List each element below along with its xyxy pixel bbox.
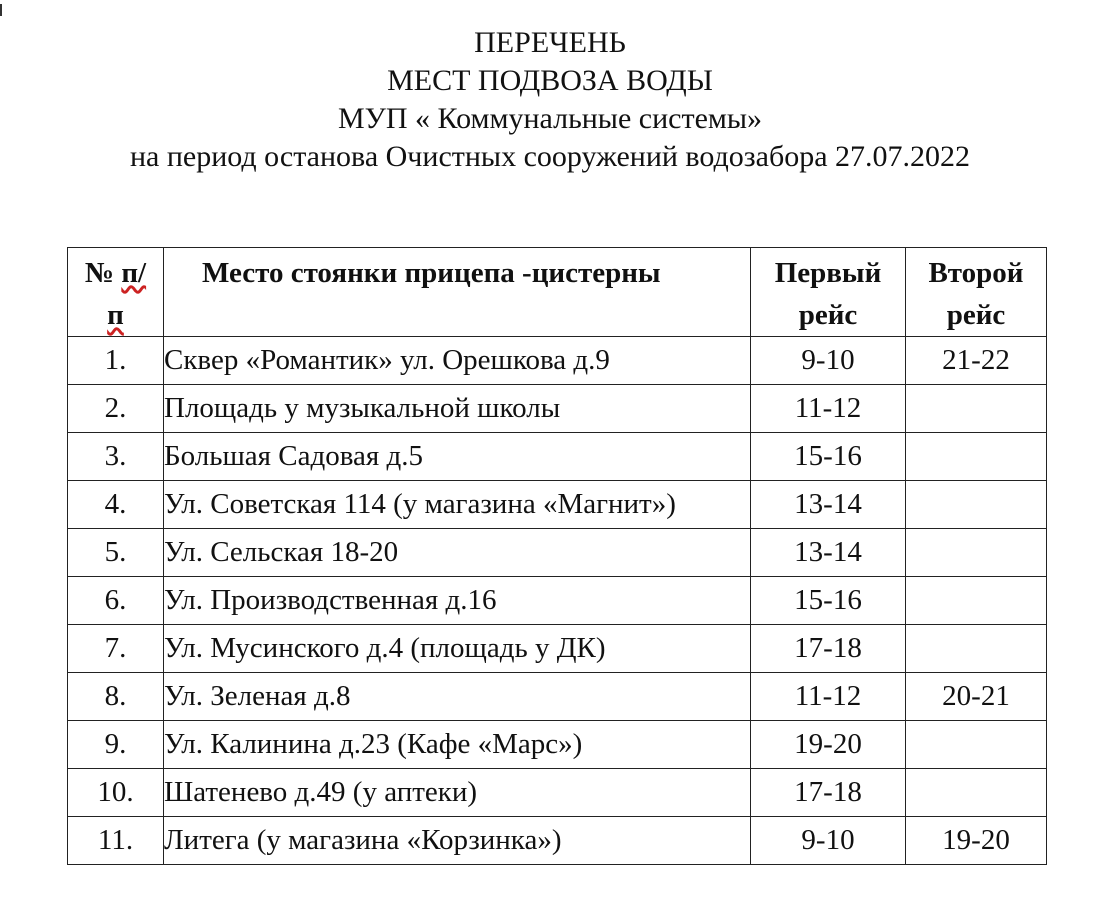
row-number: 4. — [68, 481, 164, 529]
table-row — [68, 577, 1047, 625]
row-second-trip: 20-21 — [906, 673, 1047, 721]
row-number: 2. — [68, 385, 164, 433]
table-row — [68, 481, 1047, 529]
row-first-trip: 11-12 — [751, 673, 906, 721]
row-second-trip — [906, 433, 1047, 481]
row-place: Большая Садовая д.5 — [164, 433, 751, 481]
row-first-trip: 15-16 — [751, 433, 906, 481]
row-second-trip — [906, 721, 1047, 769]
table-row — [68, 769, 1047, 817]
row-second-trip — [906, 577, 1047, 625]
row-first-trip: 19-20 — [751, 721, 906, 769]
table-row — [68, 529, 1047, 577]
row-first-trip: 9-10 — [751, 337, 906, 385]
row-second-trip: 21-22 — [906, 337, 1047, 385]
document-title — [0, 24, 1100, 176]
water-points-table — [67, 247, 1047, 865]
table-row — [68, 385, 1047, 433]
row-place: Литега (у магазина «Корзинка») — [164, 817, 751, 865]
corner-mark — [0, 4, 2, 16]
row-number: 9. — [68, 721, 164, 769]
row-place: Ул. Зеленая д.8 — [164, 673, 751, 721]
row-place: Ул. Производственная д.16 — [164, 577, 751, 625]
row-first-trip: 13-14 — [751, 481, 906, 529]
header-num-symbol: № — [84, 257, 122, 289]
row-place: Шатенево д.49 (у аптеки) — [164, 769, 751, 817]
row-second-trip — [906, 529, 1047, 577]
row-number: 8. — [68, 673, 164, 721]
row-place: Площадь у музыкальной школы — [164, 385, 751, 433]
row-number: 6. — [68, 577, 164, 625]
title-line-4: на период останова Очистных сооружений водозабора 27.07.2022 — [129, 140, 971, 173]
table-body — [68, 337, 1047, 865]
header-place: Место стоянки прицепа -цистерны — [164, 248, 751, 337]
title-line-2: МЕСТ ПОДВОЗА ВОДЫ — [387, 64, 713, 97]
row-first-trip: 9-10 — [751, 817, 906, 865]
table-header-row — [68, 248, 1047, 337]
title-line-3: МУП « Коммунальные системы» — [337, 102, 763, 135]
row-number: 10. — [68, 769, 164, 817]
row-place: Ул. Сельская 18-20 — [164, 529, 751, 577]
header-num — [68, 248, 164, 337]
row-first-trip: 17-18 — [751, 769, 906, 817]
row-number: 1. — [68, 337, 164, 385]
row-number: 3. — [68, 433, 164, 481]
table-row — [68, 337, 1047, 385]
row-second-trip: 19-20 — [906, 817, 1047, 865]
row-first-trip: 13-14 — [751, 529, 906, 577]
row-first-trip: 11-12 — [751, 385, 906, 433]
row-second-trip — [906, 769, 1047, 817]
header-num-sub: п — [107, 299, 124, 331]
row-first-trip: 15-16 — [751, 577, 906, 625]
row-second-trip — [906, 625, 1047, 673]
row-second-trip — [906, 385, 1047, 433]
row-number: 11. — [68, 817, 164, 865]
row-place: Ул. Калинина д.23 (Кафе «Марс») — [164, 721, 751, 769]
row-number: 5. — [68, 529, 164, 577]
header-second-trip: Второй рейс — [906, 248, 1047, 337]
row-place: Ул. Мусинского д.4 (площадь у ДК) — [164, 625, 751, 673]
row-number: 7. — [68, 625, 164, 673]
row-second-trip — [906, 481, 1047, 529]
table-row — [68, 817, 1047, 865]
table-row — [68, 433, 1047, 481]
title-line-1: ПЕРЕЧЕНЬ — [474, 26, 626, 59]
table-row — [68, 625, 1047, 673]
header-first-trip: Первый рейс — [751, 248, 906, 337]
table-row — [68, 721, 1047, 769]
header-num-part: п/ — [121, 257, 147, 289]
row-place: Сквер «Романтик» ул. Орешкова д.9 — [164, 337, 751, 385]
row-place: Ул. Советская 114 (у магазина «Магнит») — [164, 481, 751, 529]
table-row — [68, 673, 1047, 721]
row-first-trip: 17-18 — [751, 625, 906, 673]
